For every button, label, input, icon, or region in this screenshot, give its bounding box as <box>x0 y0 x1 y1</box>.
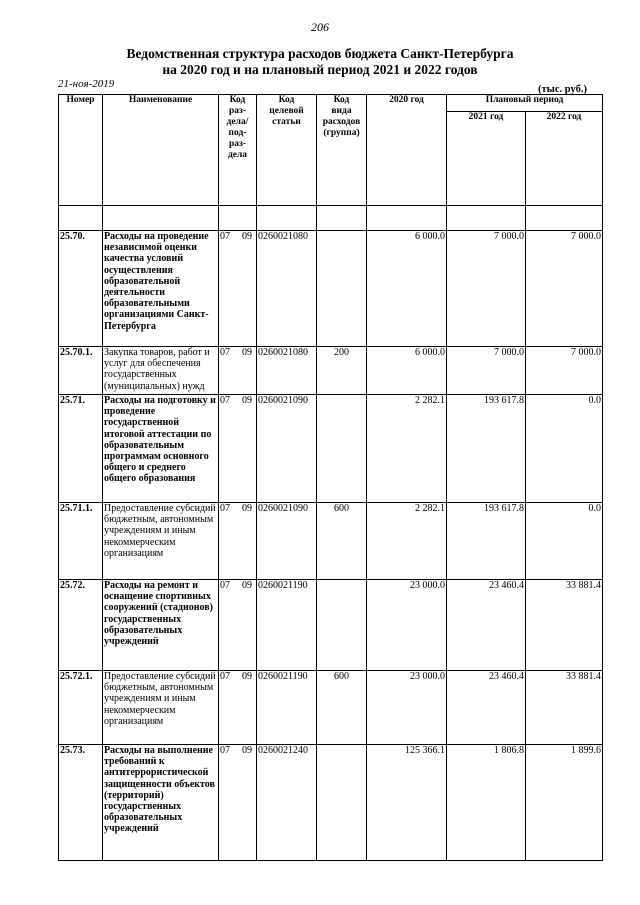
row-amount-2020: 6 000.0 <box>367 231 447 347</box>
row-section: 07 <box>220 503 230 514</box>
header-name: Наименование <box>103 95 219 206</box>
row-section-code <box>219 671 257 745</box>
row-section: 07 <box>220 580 230 591</box>
row-amount-2021: 7 000.0 <box>447 231 526 347</box>
table-row <box>59 231 603 347</box>
row-amount-2022: 1 899.6 <box>526 745 603 861</box>
row-expense-type <box>317 395 367 503</box>
row-amount-2021: 193 617.8 <box>447 395 526 503</box>
row-number: 25.72.1. <box>59 671 103 745</box>
row-target-code: 0260021190 <box>257 671 317 745</box>
row-section: 07 <box>220 745 230 756</box>
page-number: 206 <box>311 20 329 34</box>
row-expense-type: 200 <box>317 347 367 395</box>
row-amount-2022: 33 881.4 <box>526 671 603 745</box>
document-date: 21-ноя-2019 <box>58 78 115 90</box>
header-planned-period: Плановый период <box>447 95 603 112</box>
row-amount-2020: 23 000.0 <box>367 671 447 745</box>
row-name: Закупка товаров, работ и услуг для обеспечения государственных (муниципальных) нужд <box>103 347 219 395</box>
budget-table <box>58 94 603 861</box>
header-target-code: Код целевой статьи <box>257 95 317 206</box>
header-section-code: Код раз- дела/ под- раз- дела <box>219 95 257 206</box>
header-expense-type: Код вида расходов (группа) <box>317 95 367 206</box>
row-subsection: 09 <box>242 745 252 756</box>
row-expense-type: 600 <box>317 503 367 580</box>
row-target-code: 0260021080 <box>257 347 317 395</box>
document-title <box>0 46 640 78</box>
row-section: 07 <box>220 671 230 682</box>
row-number: 25.73. <box>59 745 103 861</box>
row-name: Предоставление субсидий бюджетным, автономным учреждениям и иным некоммерческим организациям <box>103 671 219 745</box>
row-target-code: 0260021190 <box>257 580 317 671</box>
row-amount-2020: 2 282.1 <box>367 503 447 580</box>
row-amount-2020: 23 000.0 <box>367 580 447 671</box>
row-expense-type <box>317 745 367 861</box>
row-amount-2022: 0.0 <box>526 503 603 580</box>
row-target-code: 0260021240 <box>257 745 317 861</box>
table-row <box>59 347 603 395</box>
row-name: Расходы на подготовку и проведение государственной итоговой аттестации по образовательным программам основного общего и среднего общего образования <box>103 395 219 503</box>
row-target-code: 0260021090 <box>257 503 317 580</box>
title-line-1: Ведомственная структура расходов бюджета Санкт-Петербурга <box>126 46 514 61</box>
row-amount-2020: 2 282.1 <box>367 395 447 503</box>
row-name: Расходы на проведение независимой оценки качества условий осуществления образовательной деятельности образовательными организациями Санкт-Петербурга <box>103 231 219 347</box>
row-name: Расходы на выполнение требований к антитеррористической защищенности объектов (территорий) государственных образовательных учреждений <box>103 745 219 861</box>
row-amount-2020: 125 366.1 <box>367 745 447 861</box>
table-row <box>59 580 603 671</box>
row-amount-2021: 23 460.4 <box>447 671 526 745</box>
row-target-code: 0260021090 <box>257 395 317 503</box>
row-number: 25.70.1. <box>59 347 103 395</box>
row-expense-type <box>317 580 367 671</box>
row-section-code <box>219 745 257 861</box>
row-subsection: 09 <box>242 231 252 242</box>
row-amount-2022: 7 000.0 <box>526 231 603 347</box>
row-subsection: 09 <box>242 395 252 406</box>
row-subsection: 09 <box>242 347 252 358</box>
row-number: 25.72. <box>59 580 103 671</box>
row-amount-2022: 0.0 <box>526 395 603 503</box>
table-row <box>59 671 603 745</box>
row-section-code <box>219 347 257 395</box>
row-amount-2022: 33 881.4 <box>526 580 603 671</box>
header-number: Номер <box>59 95 103 206</box>
row-number: 25.70. <box>59 231 103 347</box>
title-line-2: на 2020 год и на плановый период 2021 и 2022 годов <box>162 62 478 77</box>
units-label: (тыс. руб.) <box>538 84 587 95</box>
row-number: 25.71.1. <box>59 503 103 580</box>
row-section: 07 <box>220 231 230 242</box>
table-row <box>59 503 603 580</box>
row-subsection: 09 <box>242 503 252 514</box>
row-name: Расходы на ремонт и оснащение спортивных сооружений (стадионов) государственных образовательных учреждений <box>103 580 219 671</box>
row-section: 07 <box>220 347 230 358</box>
table-row <box>59 395 603 503</box>
header-2021: 2021 год <box>447 112 526 206</box>
row-expense-type: 600 <box>317 671 367 745</box>
row-section-code <box>219 395 257 503</box>
row-section-code <box>219 580 257 671</box>
row-section: 07 <box>220 395 230 406</box>
header-2022: 2022 год <box>526 112 603 206</box>
row-name: Предоставление субсидий бюджетным, автономным учреждениям и иным некоммерческим организациям <box>103 503 219 580</box>
row-amount-2020: 6 000.0 <box>367 347 447 395</box>
row-expense-type <box>317 231 367 347</box>
row-amount-2021: 1 806.8 <box>447 745 526 861</box>
table-row <box>59 745 603 861</box>
row-subsection: 09 <box>242 671 252 682</box>
row-subsection: 09 <box>242 580 252 591</box>
row-section-code <box>219 231 257 347</box>
row-amount-2021: 23 460.4 <box>447 580 526 671</box>
row-amount-2021: 193 617.8 <box>447 503 526 580</box>
row-amount-2021: 7 000.0 <box>447 347 526 395</box>
row-target-code: 0260021080 <box>257 231 317 347</box>
row-section-code <box>219 503 257 580</box>
header-2020: 2020 год <box>367 95 447 206</box>
row-amount-2022: 7 000.0 <box>526 347 603 395</box>
row-number: 25.71. <box>59 395 103 503</box>
